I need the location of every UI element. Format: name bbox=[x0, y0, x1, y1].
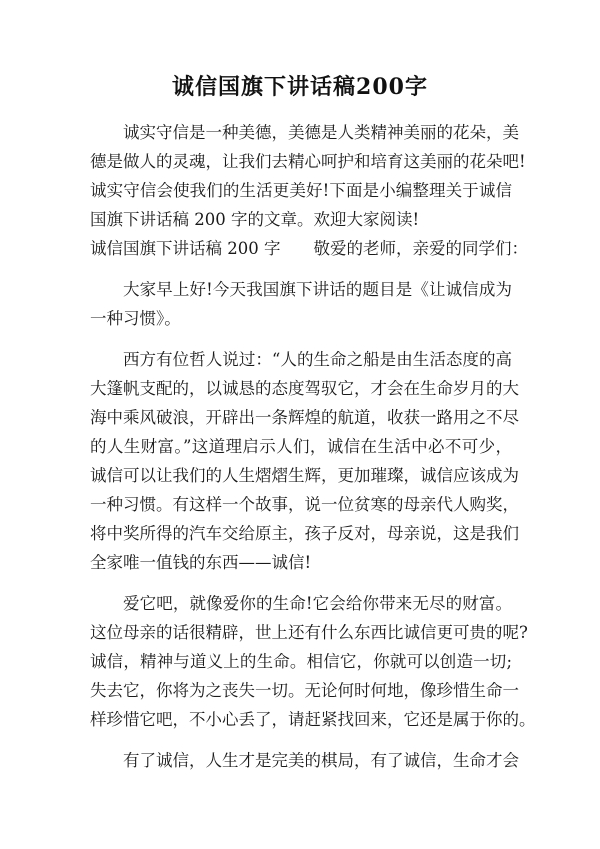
text-line: 诚信，精神与道义上的生命。相信它，你就可以创造一切; bbox=[90, 652, 512, 671]
text-line: 这位母亲的话很精辟，世上还有什么东西比诚信更可贵的呢? bbox=[90, 623, 528, 642]
intro-paragraph bbox=[90, 118, 526, 234]
text-line: 一种习惯。有这样一个故事，说一位贫寒的母亲代人购奖， bbox=[90, 495, 519, 514]
text-line: 国旗下讲话稿 200 字的文章。欢迎大家阅读! bbox=[90, 210, 420, 229]
paragraph-4 bbox=[90, 746, 519, 775]
text-line: 大家早上好!今天我国旗下讲话的题目是《让诚信成为 bbox=[123, 280, 512, 299]
text-line: 将中奖所得的汽车交给原主，孩子反对，母亲说，这是我们 bbox=[90, 524, 519, 543]
text-line: 海中乘风破浪，开辟出一条辉煌的航道，收获一路用之不尽 bbox=[90, 408, 519, 427]
text-line: 诚信可以让我们的人生熠熠生辉，更加璀璨，诚信应该成为 bbox=[90, 466, 519, 485]
text-line: 诚实守信会使我们的生活更美好!下面是小编整理关于诚信 bbox=[90, 181, 512, 200]
text-line: 样珍惜它吧，不小心丢了，请赶紧找回来，它还是属于你的。 bbox=[90, 710, 536, 729]
speech-heading-line: 诚信国旗下讲话稿 200 字 敬爱的老师，亲爱的同学们： bbox=[90, 239, 528, 258]
text-line: 诚实守信是一种美德，美德是人类精神美丽的花朵，美 bbox=[123, 123, 519, 142]
document-body bbox=[90, 118, 536, 775]
text-line: 德是做人的灵魂，让我们去精心呵护和培育这美丽的花朵吧! bbox=[90, 152, 526, 171]
page-title: 诚信国旗下讲话稿200字 bbox=[172, 74, 428, 100]
paragraph-3 bbox=[90, 589, 536, 734]
text-line: 的人生财富。”这道理启示人们，诚信在生活中必不可少， bbox=[90, 437, 512, 456]
text-line: 有了诚信，人生才是完美的棋局，有了诚信，生命才会 bbox=[123, 751, 519, 770]
paragraph-2 bbox=[90, 345, 519, 577]
text-line: 西方有位哲人说过：“人的生命之船是由生活态度的高 bbox=[123, 350, 512, 369]
text-line: 失去它，你将为之丧失一切。无论何时何地，像珍惜生命一 bbox=[90, 681, 519, 700]
text-line: 全家唯一值钱的东西——诚信! bbox=[90, 553, 312, 572]
text-line: 大篷帆支配的，以诚恳的态度驾驭它，才会在生命岁月的大 bbox=[90, 379, 519, 398]
text-line: 爱它吧，就像爱你的生命!它会给你带来无尽的财富。 bbox=[123, 594, 512, 613]
text-line: 一种习惯》。 bbox=[90, 309, 181, 328]
paragraph-1 bbox=[90, 275, 512, 333]
